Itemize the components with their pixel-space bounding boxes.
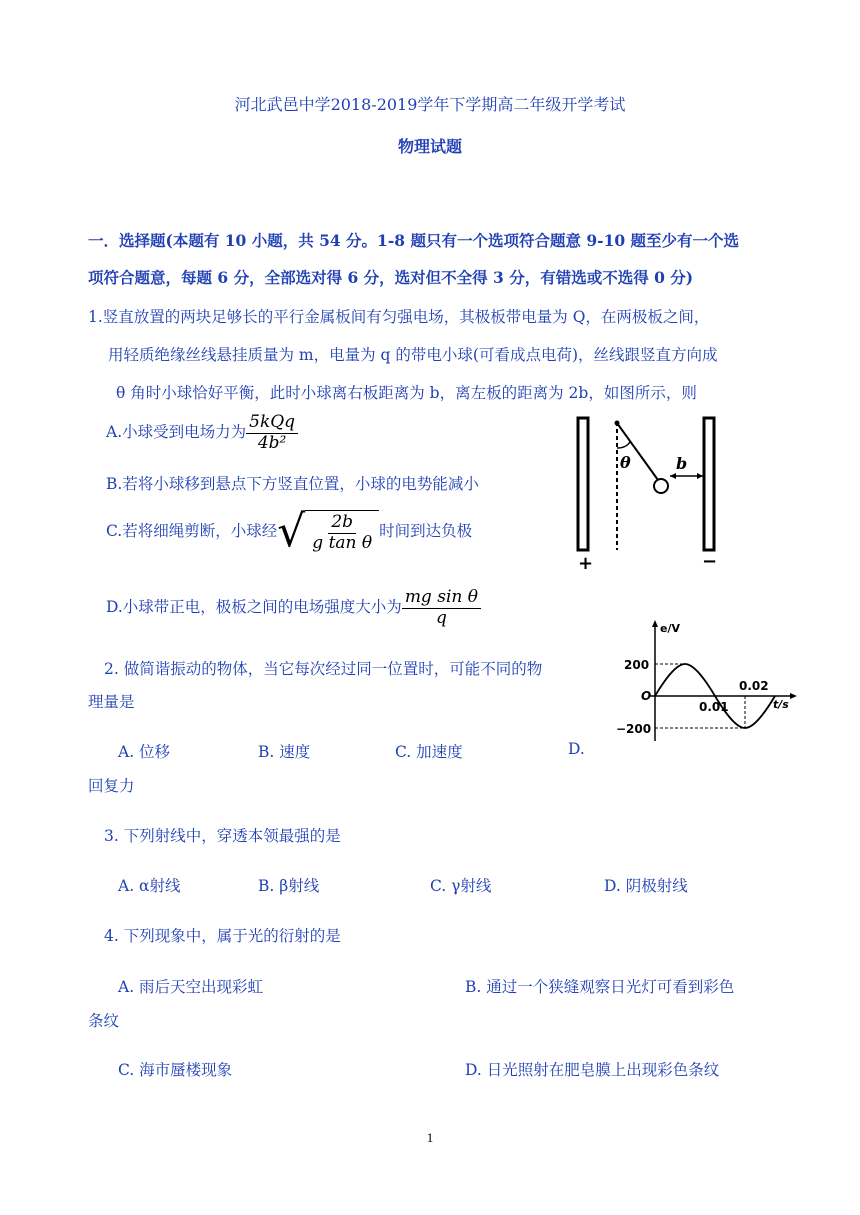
q1-option-c-numerator: 2b xyxy=(328,513,356,534)
theta-label: θ xyxy=(620,453,631,472)
q4-option-b-continued: 条纹 xyxy=(88,1012,120,1030)
q4-stem: 4. 下列现象中，属于光的衍射的是 xyxy=(104,927,341,945)
sine-wave-graph xyxy=(615,616,800,746)
b-label: b xyxy=(676,454,688,473)
q1-option-d xyxy=(106,588,481,628)
q1-option-a xyxy=(106,413,298,453)
q2-option-c: C. 加速度 xyxy=(395,743,463,761)
y-axis-arrow xyxy=(652,620,658,627)
q1-option-d-numerator: mg sin θ xyxy=(402,588,481,609)
x-tick-002: 0.02 xyxy=(739,679,769,693)
q2-stem-line1: 2. 做简谐振动的物体，当它每次经过同一位置时，可能不同的物 xyxy=(104,660,543,678)
x-tick-001: 0.01 xyxy=(699,700,729,714)
q1-option-a-text: A.小球受到电场力为 xyxy=(106,423,247,442)
q1-option-a-denominator: 4b² xyxy=(257,432,287,453)
q3-option-a: A. α射线 xyxy=(118,877,181,895)
q1-option-c-tail: 时间到达负极 xyxy=(379,522,473,540)
q1-option-c-sqrt: √ $\frac{2b}{\text{g tan θ}}$ xyxy=(277,510,379,554)
q3-option-c: C. γ射线 xyxy=(430,877,492,895)
q4-option-d: D. 日光照射在肥皂膜上出现彩色条纹 xyxy=(465,1061,720,1079)
section-heading-line1: 一．选择题(本题有 10 小题，共 54 分。1-8 题只有一个选项符合题意 9-10 题至少有一个选 xyxy=(88,231,740,250)
theta-arc xyxy=(617,442,630,448)
x-axis-label: t/s xyxy=(773,698,789,711)
q1-option-d-text: D.小球带正电，极板之间的电场强度大小为 xyxy=(106,598,402,617)
x-axis-arrow xyxy=(790,693,797,699)
q2-option-d-text: 回复力 xyxy=(88,777,135,795)
q1-option-a-fraction xyxy=(246,413,298,453)
q1-stem-line1: 1.竖直放置的两块足够长的平行金属板间有匀强电场，其极板带电量为 Q，在两极板之间， xyxy=(88,308,710,326)
q1-option-a-numerator: 5kQq xyxy=(246,413,298,434)
q1-option-b: B.若将小球移到悬点下方竖直位置，小球的电势能减小 xyxy=(106,475,479,493)
q1-option-c xyxy=(106,506,473,557)
q3-option-d: D. 阴极射线 xyxy=(604,877,688,895)
q2-stem-line2: 理量是 xyxy=(88,693,135,711)
positive-sign: + xyxy=(578,553,594,574)
q2-option-b: B. 速度 xyxy=(258,743,311,761)
page-number: 1 xyxy=(426,1130,434,1145)
y-tick-200: 200 xyxy=(624,658,650,672)
subject-title: 物理试题 xyxy=(397,137,462,156)
q1-option-c-fraction xyxy=(309,513,375,553)
q4-option-a: A. 雨后天空出现彩虹 xyxy=(118,978,264,996)
b-arrow-left xyxy=(670,473,676,479)
q4-option-c: C. 海市蜃楼现象 xyxy=(118,1061,233,1079)
q1-stem-line2: 用轻质绝缘丝线悬挂质量为 m，电量为 q 的带电小球(可看成点电荷)，丝线跟竖直方向成 xyxy=(108,346,718,364)
q2-option-a: A. 位移 xyxy=(118,743,171,761)
parallel-plates-figure xyxy=(560,410,730,580)
right-plate xyxy=(704,418,714,550)
charged-ball xyxy=(654,479,668,493)
q1-stem-line3: θ 角时小球恰好平衡，此时小球离右板距离为 b，离左板的距离为 2b，如图所示，则 xyxy=(116,384,697,402)
q3-stem: 3. 下列射线中，穿透本领最强的是 xyxy=(104,827,341,845)
left-plate xyxy=(578,418,588,550)
exam-title: 河北武邑中学2018-2019学年下学期高二年级开学考试 xyxy=(234,95,626,114)
negative-sign: − xyxy=(702,551,718,572)
q1-option-d-fraction xyxy=(402,588,481,628)
section-heading-line2: 项符合题意，每题 6 分，全部选对得 6 分，选对但不全得 3 分，有错选或不选得 0 分) xyxy=(88,268,694,287)
q2-option-d-label: D. xyxy=(568,740,585,758)
q4-option-b: B. 通过一个狭缝观察日光灯可看到彩色 xyxy=(465,978,735,996)
y-tick-neg200: −200 xyxy=(616,722,652,736)
origin-label: O xyxy=(641,689,652,703)
b-arrow-right xyxy=(697,473,703,479)
q1-option-c-text: C.若将细绳剪断，小球经 xyxy=(106,522,278,540)
q1-option-c-denominator: g tan θ xyxy=(312,532,373,553)
q3-option-b: B. β射线 xyxy=(258,877,320,895)
q1-option-d-denominator: q xyxy=(435,607,447,628)
y-axis-label: e/V xyxy=(660,622,680,635)
